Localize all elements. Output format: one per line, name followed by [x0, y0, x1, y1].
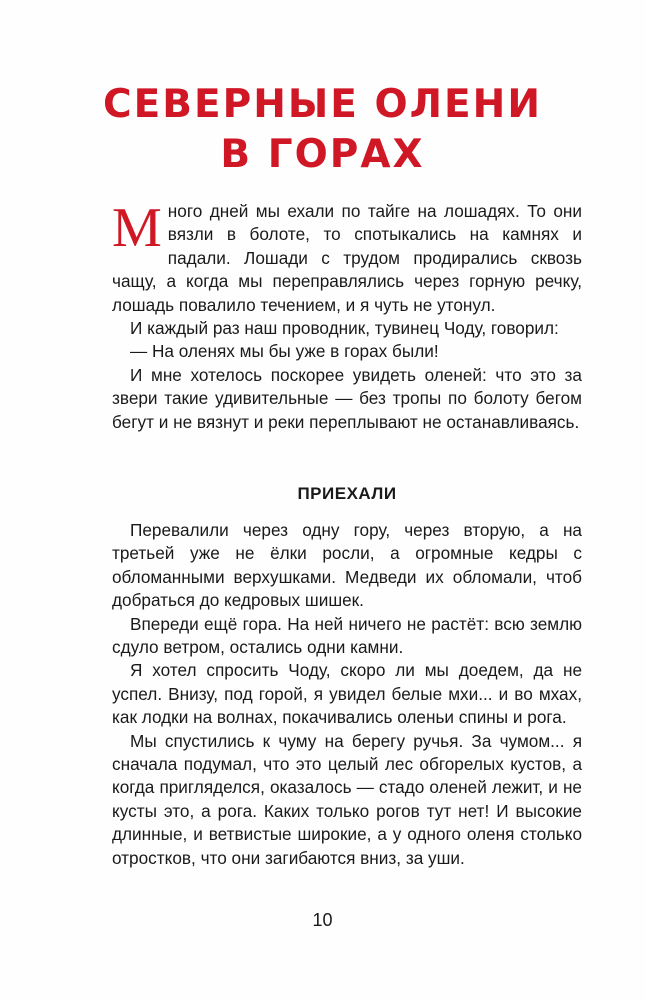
section-paragraph-1: Перевалили через одну гору, через вторую, а на третьей уже не ёлки росли, а огромные кедры с обломанными верхушками. Медведи их обломали, чтоб добраться до кедровых шишек. [112, 520, 582, 611]
drop-cap: М [112, 197, 162, 259]
section-paragraph-3: Я хотел спросить Чоду, скоро ли мы доедем, да не успел. Внизу, под горой, я увидел белые мхи... и во мхах, как лодки на волнах, покачивались оленьи спины и рога. [112, 660, 582, 728]
intro-paragraph-4: И мне хотелось поскорее увидеть оленей: что это за звери такие удивительные — без тропы по болоту бегом бегут и не вязнут и реки переплывают не останавливаясь. [112, 364, 582, 432]
intro-paragraph-1-text: ного дней мы ехали по тайге на лошадях. То они вязли в болоте, то спотыкались на камнях и падали. Лошади с трудом продирались сквозь чащу, а когда мы переправлялись через горную речку, лошадь повалило течением, и я чуть не утонул. [112, 201, 582, 315]
intro-paragraph-1 [112, 197, 582, 317]
page-number: 10 [312, 910, 333, 930]
section-paragraph-4: Мы спустились к чуму на берегу ручья. За чумом... я сначала подумал, что это целый лес обгорелых кустов, а когда пригляделся, оказалось — стадо оленей лежит, и не кусты это, а рога. Каких только рогов тут нет! И высокие длинные, и ветвистые широкие, а у одного оленя столько отростков, что они загибаются вниз, за уши. [112, 730, 582, 868]
chapter-title-line-2: В ГОРАХ [220, 132, 425, 177]
chapter-title [0, 80, 645, 180]
section-text [112, 519, 582, 870]
section-paragraph-2: Впереди ещё гора. На ней ничего не растёт: всю землю сдуло ветром, остались одни камни. [112, 613, 582, 658]
intro-paragraph-3: — На оленях мы бы уже в горах были! [130, 341, 439, 362]
section-heading: ПРИЕХАЛИ [297, 484, 397, 503]
chapter-title-line-1: СЕВЕРНЫЕ ОЛЕНИ [103, 82, 542, 127]
intro-paragraph-2: И каждый раз наш проводник, тувинец Чоду, говорил: [130, 318, 559, 339]
intro-text [112, 197, 582, 434]
